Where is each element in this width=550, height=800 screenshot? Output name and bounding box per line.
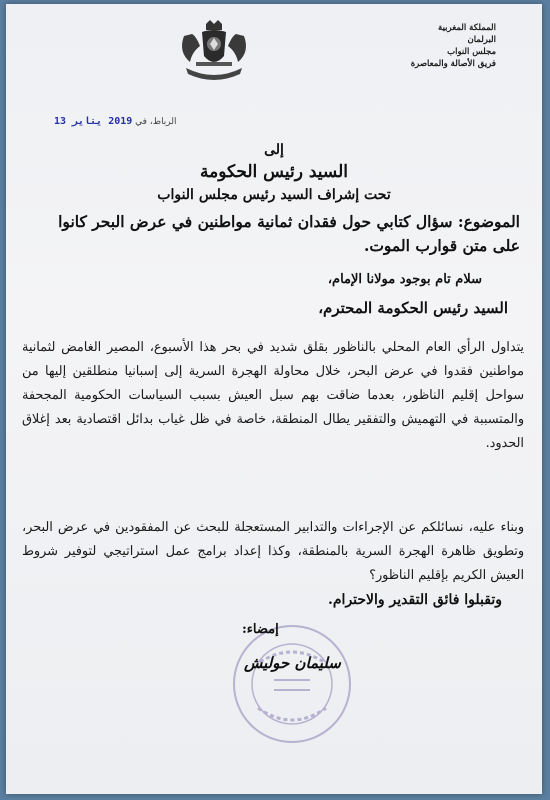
signature-block (230, 622, 354, 746)
addressee-supervision: تحت إشراف السيد رئيس مجلس النواب (157, 187, 391, 203)
subject-line: الموضوع: سؤال كتابي حول فقدان ثمانية مواطنين في عرض البحر كانوا على متن قوارب الموت. (58, 212, 520, 255)
salutation: السيد رئيس الحكومة المحترم، (318, 299, 508, 317)
date-stamp: 2019 يناير 13 (54, 116, 133, 127)
institution-kingdom: المملكة المغربية (438, 23, 496, 33)
institution-parliament: البرلمان (467, 35, 496, 45)
body-paragraph-2: وبناء عليه، نسائلكم عن الإجراءات والتدابير المستعجلة للبحث عن المفقودين في عرض البحر، وتطويق ظاهرة الهجرة السرية بالمنطقة، وكذا إعداد برامج عمل استراتيجي لتوفير شروط العيش الكريم بإقليم الناظور؟ (22, 520, 524, 583)
greeting: سلام تام بوجود مولانا الإمام، (327, 272, 482, 287)
addressee-to: إلى (264, 142, 284, 158)
date-line (54, 116, 177, 127)
addressee-recipient: السيد رئيس الحكومة (200, 162, 348, 182)
closing-line: وتقبلوا فائق التقدير والاحترام. (328, 592, 502, 608)
signature-name: سليمان حوليش (244, 654, 341, 672)
coat-of-arms-icon (174, 18, 254, 88)
institution-group: فريق الأصالة والمعاصرة (410, 59, 496, 69)
parliament-seal-icon (230, 622, 354, 746)
institution-house: مجلس النواب (447, 47, 496, 57)
signature-label: إمضاء: (242, 622, 279, 637)
date-prefix: الرباط، في (135, 117, 177, 127)
body-paragraph-1: يتداول الرأي العام المحلي بالناظور بقلق شديد في بحر هذا الأسبوع، المصير الغامض لثمانية مواطنين فقدوا في عرض البحر، خلال محاولة الهجرة السرية إلى إسبانيا منطلقين إليها من سواحل إقليم الناظور، بعدما ضاقت بهم سبل العيش بسبب السياسات الحكومية المجحفة والمتسببة في التهميش والتفقير يطال المنطقة، خاصة في ظل غياب بدائل اقتصادية بعد إغلاق الحدود. (22, 340, 524, 451)
letter-page (6, 4, 542, 794)
institution-header (356, 22, 496, 70)
